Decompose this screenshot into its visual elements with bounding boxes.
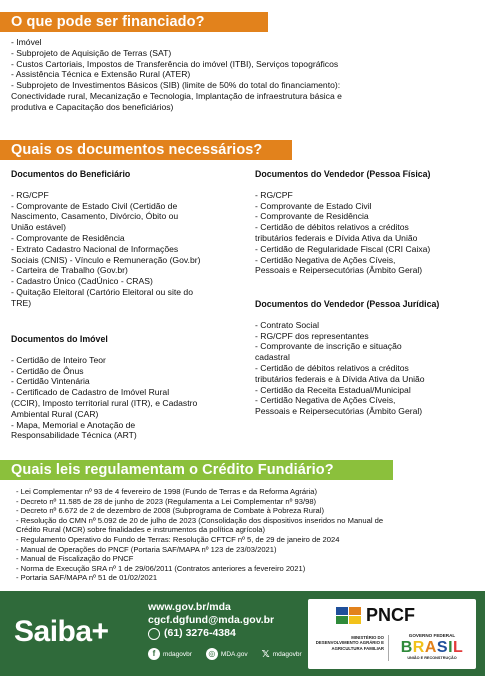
whatsapp-icon: [148, 628, 160, 640]
pncf-logo: [336, 605, 415, 626]
section-title-text: O que pode ser financiado?: [11, 14, 205, 30]
list-item: - Certidão de débitos relativos a créditos: [255, 362, 409, 373]
phone-number[interactable]: (61) 3276-4384: [164, 627, 236, 639]
list-item: produtiva e Capacitação dos beneficiários): [11, 101, 174, 112]
list-item: - Decreto nº 11.585 de 28 de junho de 2023 (Regulamenta a Lei Complementar nº 93/98): [16, 496, 317, 506]
list-item: Sociais (CNIS) - Vínculo e Remuneração (Gov.br): [11, 254, 201, 265]
list-item: - Assistência Técnica e Extensão Rural (ATER): [11, 69, 191, 80]
saiba-mais-label: Saiba+: [14, 615, 109, 648]
list-item: - RG/CPF dos representantes: [255, 330, 369, 341]
facebook-link[interactable]: [148, 648, 192, 660]
list-item: - Certidão de Inteiro Teor: [11, 354, 106, 365]
section-title-financiado: [0, 12, 268, 32]
list-item: - Subprojeto de Aquisição de Terras (SAT): [11, 47, 172, 58]
x-handle: mdagovbr: [272, 650, 302, 658]
instagram-icon: ◎: [206, 648, 218, 660]
column-heading: Documentos do Imóvel: [11, 334, 108, 344]
list-item: Crédito Rural (MCR) sobre finalidades e instrumentos da política agrícola): [16, 525, 266, 535]
section-title-text: Quais leis regulamentam o Crédito Fundiário?: [11, 462, 334, 478]
footer: [0, 591, 485, 676]
social-links: [148, 648, 302, 660]
list-item: - Comprovante de inscrição e situação: [255, 341, 402, 352]
list-item: - Norma de Execução SRA nº 1 de 29/06/2011 (Contratos anteriores a fevereiro 2021): [16, 563, 306, 573]
vendedor-pj-list: [255, 320, 483, 417]
list-item: - Comprovante de Residência: [255, 211, 369, 222]
x-link[interactable]: [262, 649, 302, 660]
imovel-list: [11, 355, 256, 441]
list-item: - RG/CPF: [255, 189, 293, 200]
list-item: Ambiental Rural (CAR): [11, 408, 99, 419]
list-item: - Comprovante de Residência: [11, 232, 125, 243]
section-title-text: Quais os documentos necessários?: [11, 142, 263, 158]
list-item: - Decreto nº 6.672 de 2 de dezembro de 2008 (Subprograma de Combate à Pobreza Rural): [16, 506, 324, 516]
column-heading: Documentos do Vendedor (Pessoa Física): [255, 169, 431, 179]
column-heading: Documentos do Beneficiário: [11, 169, 131, 179]
logo-box: [308, 599, 476, 669]
site-link[interactable]: www.gov.br/mda: [148, 601, 231, 613]
list-item: - Certidão de Ônus: [11, 365, 84, 376]
list-item: - Certidão de débitos relativos a créditos: [255, 222, 409, 233]
list-item: - Manual de Fiscalização do PNCF: [16, 554, 134, 564]
brasil-wordmark: BRASIL: [400, 639, 464, 656]
list-item: Responsabilidade Técnica (ART): [11, 430, 137, 441]
list-item: - Imóvel: [11, 37, 42, 47]
leis-list: [16, 487, 482, 583]
col-vendedor-pj: [255, 299, 483, 417]
col-imovel: [11, 334, 256, 441]
list-item: - Carteira de Trabalho (Gov.br): [11, 265, 128, 276]
gov-top-label: GOVERNO FEDERAL: [408, 633, 456, 638]
list-item: - Custos Cartoriais, Impostos de Transferência do imóvel (ITBI), Serviços topográficos: [11, 58, 339, 69]
banner-tail: [292, 140, 485, 160]
facebook-icon: f: [148, 648, 160, 660]
x-icon: 𝕏: [261, 648, 270, 660]
list-item: - Resolução do CMN nº 5.092 de 20 de julho de 2023 (Consolidação dos dispositivos inseridos no Manual de: [16, 515, 384, 525]
list-item: - Cadastro Único (CadÚnico - CRAS): [11, 276, 153, 287]
list-item: Conectividade rural, Mecanização e Tecnologia, Implantação de infraestrutura básica e: [11, 90, 342, 101]
list-item: - Portaria SAF/MAPA nº 51 de 01/02/2021: [16, 573, 158, 583]
list-item: - Regulamento Operativo do Fundo de Terras: Resolução CFTCF nº 5, de 29 de janeiro de 2024: [16, 534, 340, 544]
financiado-list: [11, 37, 481, 113]
list-item: TRE): [11, 297, 32, 308]
facebook-handle: mdagovbr: [163, 650, 192, 658]
list-item: tributários federais e Dívida Ativa da União: [255, 232, 418, 243]
list-item: - Comprovante de Estado Civil: [255, 200, 372, 211]
list-item: - Manual de Operações do PNCF (Portaria SAF/MAPA nº 123 de 23/03/2021): [16, 544, 277, 554]
vendedor-pf-list: [255, 190, 483, 276]
list-item: Pessoais e Reipersecutórias (Âmbito Geral): [255, 406, 423, 417]
col-vendedor-pf: [255, 169, 483, 276]
list-item: - Subprojeto de Investimentos Básicos (SIB) (limite de 50% do total do financiamento):: [11, 80, 341, 91]
ministerio-label: MINISTÉRIO DO DESENVOLVIMENTO AGRÁRIO E AGRICULTURA FAMILIAR: [315, 635, 384, 651]
col-beneficiario: [11, 169, 246, 309]
list-item: Nascimento, Casamento, Divórcio, Óbito ou: [11, 211, 179, 222]
list-item: - Certidão de Regularidade Fiscal (CRI Caixa): [255, 243, 431, 254]
list-item: - Comprovante de Estado Civil (Certidão de: [11, 200, 178, 211]
list-item: - Certidão da Receita Estadual/Municipal: [255, 384, 411, 395]
list-item: - Certidão Negativa de Ações Cíveis,: [255, 395, 396, 406]
governo-federal-logo: [394, 633, 470, 661]
list-item: - Contrato Social: [255, 319, 320, 330]
list-item: - Lei Complementar nº 93 de 4 fevereiro de 1998 (Fundo de Terras e da Reforma Agrária): [16, 487, 318, 496]
list-item: - Certidão Vintenária: [11, 376, 90, 387]
list-item: tributários federais e à Dívida Ativa da União: [255, 373, 425, 384]
logo-divider: [388, 635, 389, 661]
instagram-handle: MDA.gov: [220, 650, 248, 658]
list-item: Pessoais e Reipersecutórias (Âmbito Geral): [255, 265, 423, 276]
list-item: - Certificado de Cadastro de Imóvel Rural: [11, 387, 170, 398]
list-item: - Certidão Negativa de Ações Cíveis,: [255, 254, 396, 265]
list-item: cadastral: [255, 352, 290, 363]
list-item: - Mapa, Memorial e Anotação de: [11, 419, 136, 430]
list-item: (CCIR), Imposto territorial rural (ITR), e Cadastro: [11, 397, 198, 408]
banner-tail: [393, 460, 485, 480]
list-item: - Quitação Eleitoral (Cartório Eleitoral ou site do: [11, 286, 193, 297]
list-item: - RG/CPF: [11, 189, 49, 200]
list-item: União estável): [11, 222, 66, 233]
pncf-text: PNCF: [366, 605, 415, 625]
contact-block: [148, 601, 274, 640]
email-link[interactable]: cgcf.dgfund@mda.gov.br: [148, 614, 275, 626]
pncf-mark-icon: [336, 607, 362, 625]
instagram-link[interactable]: [206, 648, 248, 660]
list-item: - Extrato Cadastro Nacional de Informações: [11, 243, 179, 254]
beneficiario-list: [11, 190, 246, 309]
gov-bottom-label: UNIÃO E RECONSTRUÇÃO: [407, 656, 457, 660]
column-heading: Documentos do Vendedor (Pessoa Jurídica): [255, 299, 440, 309]
